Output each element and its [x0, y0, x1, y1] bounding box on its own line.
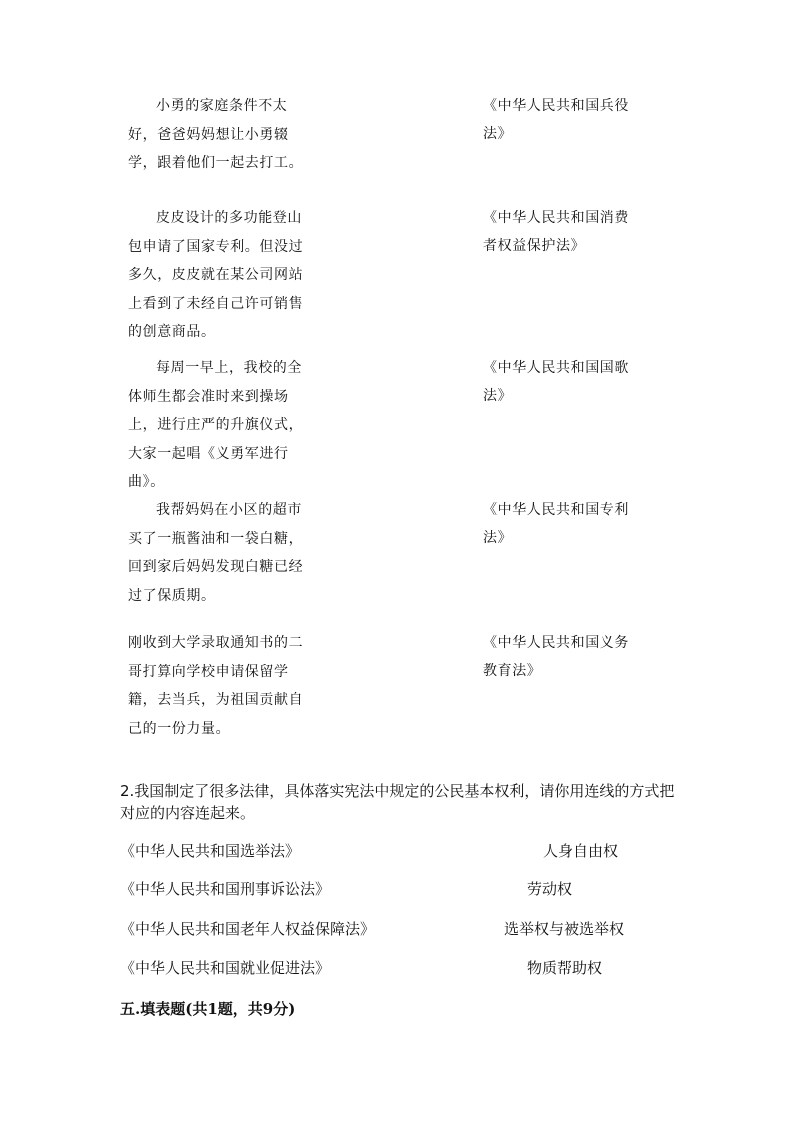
- q2-law-employment: 《中华人民共和国就业促进法》: [120, 959, 331, 977]
- law-patent: 《中华人民共和国专利法》: [483, 502, 629, 546]
- q2-right-vote: 选举权与被选举权: [504, 920, 625, 938]
- law-consumer-rights: 《中华人民共和国消费者权益保护法》: [483, 210, 629, 254]
- q2-right-material-aid: 物质帮助权: [527, 959, 603, 977]
- case-pipi-patent: 皮皮设计的多功能登山包申请了国家专利。但没过多久，皮皮就在某公司网站上看到了未经自己许可销售的创意商品。: [128, 210, 304, 340]
- section-5-heading: 五.填表题(共1题，共9分): [120, 1000, 296, 1018]
- q2-law-elderly-rights: 《中华人民共和国老年人权益保障法》: [120, 920, 376, 938]
- q2-right-labor: 劳动权: [527, 880, 573, 898]
- q2-law-criminal-procedure: 《中华人民共和国刑事诉讼法》: [120, 880, 331, 898]
- law-compulsory-education: 《中华人民共和国义务教育法》: [483, 635, 629, 679]
- q2-law-election: 《中华人民共和国选举法》: [120, 842, 301, 860]
- case-expired-sugar: 我帮妈妈在小区的超市买了一瓶酱油和一袋白糖，回到家后妈妈发现白糖已经过了保质期。: [128, 502, 304, 604]
- question-2-prompt: 2.我国制定了很多法律，具体落实宪法中规定的公民基本权利，请你用连线的方式把对应的内容连起来。: [120, 782, 675, 822]
- case-flag-ceremony: 每周一早上，我校的全体师生都会准时来到操场上，进行庄严的升旗仪式，大家一起唱《义勇军进行曲》。: [128, 360, 304, 490]
- law-military-service: 《中华人民共和国兵役法》: [483, 98, 629, 142]
- law-national-anthem: 《中华人民共和国国歌法》: [483, 360, 629, 404]
- q2-right-personal-freedom: 人身自由权: [543, 842, 619, 860]
- case-brother-army: 刚收到大学录取通知书的二哥打算向学校申请保留学籍，去当兵，为祖国贡献自己的一份力量。: [128, 635, 304, 737]
- case-xiaoyong: 小勇的家庭条件不太好，爸爸妈妈想让小勇辍学，跟着他们一起去打工。: [128, 98, 304, 171]
